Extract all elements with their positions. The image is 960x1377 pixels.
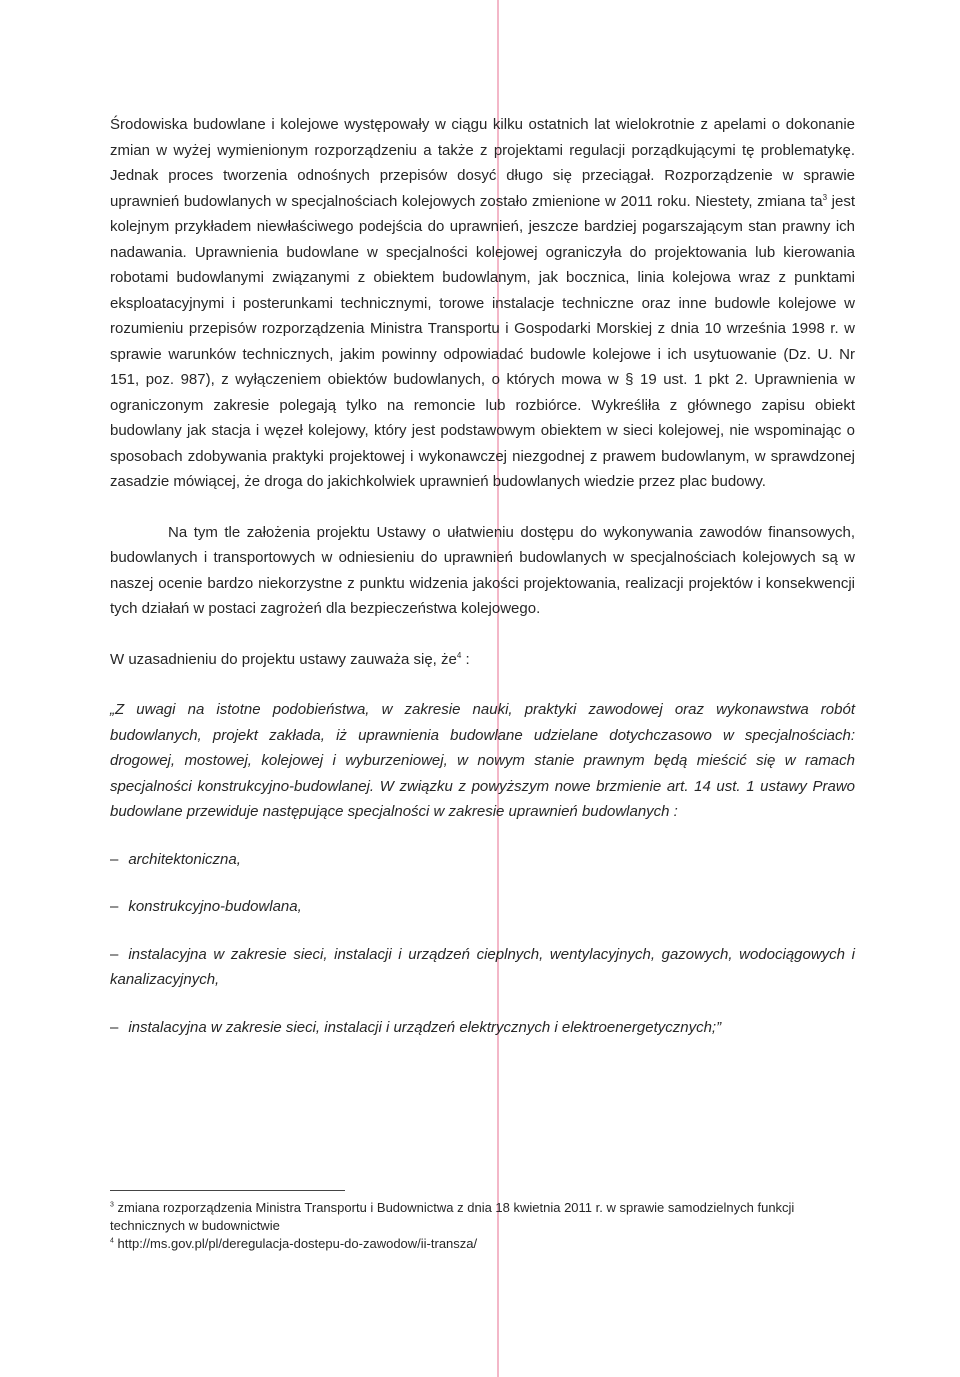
- footnote-4: $^4$ http://ms.gov.pl/pl/deregulacja-dostepu-do-zawodow/ii-transza/: [110, 1236, 478, 1251]
- paragraph-3: W uzasadnieniu do projektu ustawy zauważa się, $że^4$ :: [110, 650, 470, 668]
- list-item: – instalacyjna w zakresie sieci, instalacji i urządzeń cieplnych, wentylacyjnych, gazowych, wodociągowych i kanalizacyjnych,: [110, 945, 855, 988]
- list-item: – architektoniczna,: [110, 850, 241, 868]
- paragraph-2: Na tym tle założenia projektu Ustawy o ułatwieniu dostępu do wykonywania zawodów finansowych, budowlanych i transportowych w odniesieniu do uprawnień budowlanych w specjalnościach kolejowych są w naszej ocenie bardzo niekorzystne z punktu widzenia jakości projektowania, realizacji projektów i konsekwencji tych działań w postaci zagrożeń dla bezpieczeństwa kolejowego.: [110, 523, 855, 617]
- list-item: – instalacyjna w zakresie sieci, instalacji i urządzeń elektrycznych i elektroenergetycznych;”: [110, 1018, 722, 1036]
- paragraph-1: Środowiska budowlane i kolejowe występowały w ciągu kilku ostatnich lat wielokrotnie z apelami o dokonanie zmian w wyżej wymienionym rozporządzeniu a także z projektami regulacji porządkującymi tę problematykę. Jednak proces tworzenia odnośnych przepisów dosyć długo się przeciągał. Rozporządzenie w sprawie uprawnień budowlanych w specjalnościach kolejowych zostało zmienione w 2011 roku. Niestety, zmiana $ta^3$ jest kolejnym przykładem niewłaściwego podejścia do uprawnień, jeszcze bardziej pogarszającym stan prawny ich nadawania. Uprawnienia budowlane w specjalności kolejowej ograniczyła do projektowania lub kierowania robotami budowlanymi związanymi z obiektem budowlanym, jak bocznica, linia kolejowa wraz z punktami eksploatacyjnymi i posterunkami technicznymi, torowe instalacje techniczne oraz inne budowle kolejowe w rozumieniu przepisów rozporządzenia Ministra Transportu i Gospodarki Morskiej z dnia 10 września 1998 r. w sprawie warunków technicznych, jakim powinny odpowiadać budowle kolejowe i ich usytuowanie (Dz. U. Nr 151, poz. 987), z wyłączeniem obiektów budowlanych, o których mowa w § 19 ust. 1 pkt 2. Uprawnienia w ograniczonym zakresie polegają tylko na remoncie lub rozbiórce. Wykreśliła z głównego zapisu obiekt budowlany jak stacja i węzeł kolejowy, który jest podstawowym obiektem w sieci kolejowej, nie wspominając o sposobach zdobywania praktyki projektowej i wykonawczej niezgodnej z prawem budowlanym, w sprawdzonej zasadzie mówiącej, że droga do jakichkolwiek uprawnień budowlanych wiedzie przez plac budowy.: [110, 116, 855, 490]
- footnote-separator: [110, 1190, 345, 1191]
- specialties-list: [110, 847, 855, 1041]
- footnote-ref-4: 4: [456, 650, 462, 660]
- footnotes: [110, 1190, 855, 1253]
- body-text: [110, 112, 855, 1062]
- list-item: – konstrukcyjno-budowlana,: [110, 898, 302, 915]
- footnote-ref-3: 3: [822, 192, 828, 202]
- footnote-3: $^3$ zmiana rozporządzenia Ministra Transportu i Budownictwa z dnia 18 kwietnia 2011 r. w sprawie samodzielnych funkcji technicznych w budownictwie: [110, 1200, 795, 1233]
- quote-block: „Z uwagi na istotne podobieństwa, w zakresie nauki, praktyki zawodowej oraz wykonawstwa robót budowlanych, projekt zakłada, iż uprawnienia budowlane udzielane dotychczasowo w specjalnościach: drogowej, mostowej, kolejowej i wyburzeniowej, w nowym stanie prawnym będą mieścić się w ramach specjalności konstrukcyjno-budowlanej. W związku z powyższym nowe brzmienie art. 14 ust. 1 ustawy Prawo budowlane przewiduje następujące specjalności w zakresie uprawnień budowlanych :: [110, 701, 855, 820]
